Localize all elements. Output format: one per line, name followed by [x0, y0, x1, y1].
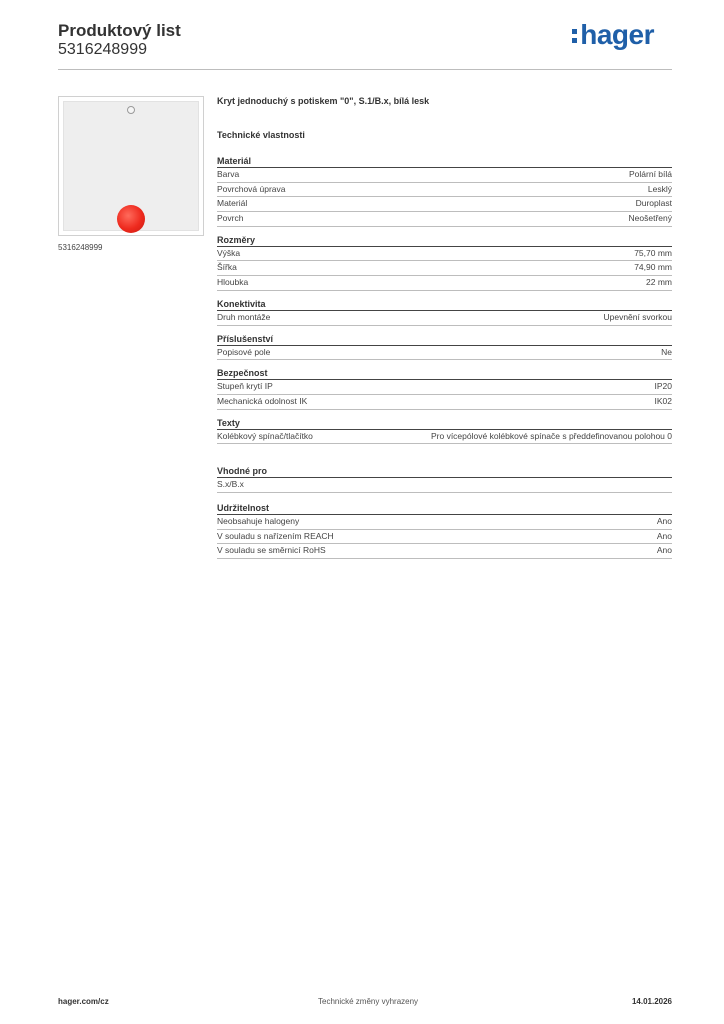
logo-text: hager: [580, 19, 654, 50]
property-value: IP20: [654, 381, 672, 392]
red-indicator-icon: [117, 205, 145, 233]
property-name: Výška: [217, 247, 241, 258]
logo-colon-icon: [572, 24, 578, 46]
property-name: Hloubka: [217, 277, 249, 288]
product-details: [217, 96, 672, 567]
property-value: 75,70 mm: [634, 247, 672, 258]
table-row: [217, 380, 672, 395]
table-row: [217, 276, 672, 291]
property-name: V souladu s nařízením REACH: [217, 530, 334, 541]
group-title: Konektivita: [217, 299, 672, 311]
table-row: [217, 346, 672, 361]
group-safety: [217, 368, 672, 409]
property-name: Šířka: [217, 262, 237, 273]
table-row: [217, 168, 672, 183]
property-value: Lesklý: [647, 183, 672, 194]
document-date: 14.01.2026: [631, 997, 672, 1006]
property-value: Ne: [661, 346, 672, 357]
property-name: Neobsahuje halogeny: [217, 515, 300, 526]
property-name: V souladu se směrnicí RoHS: [217, 545, 326, 556]
document-footer: [58, 997, 672, 1011]
property-value: 22 mm: [646, 277, 672, 288]
table-row: [217, 261, 672, 276]
hager-logo: [572, 20, 654, 50]
property-name: Stupeň krytí IP: [217, 381, 273, 392]
property-name: Popisové pole: [217, 346, 271, 357]
group-title: Rozměry: [217, 235, 672, 247]
table-row: [217, 530, 672, 545]
group-title: Udržitelnost: [217, 503, 672, 515]
cover-plate: [63, 101, 199, 231]
property-value: Neošetřený: [628, 213, 672, 224]
group-dimensions: [217, 235, 672, 291]
property-value: Ano: [656, 530, 672, 541]
screw-ring-icon: [127, 106, 135, 114]
document-header: [58, 20, 672, 70]
group-title: Příslušenství: [217, 334, 672, 346]
property-name: Barva: [217, 169, 240, 179]
property-value: Polární bílá: [629, 169, 672, 179]
property-name: Mechanická odolnost IK: [217, 395, 308, 406]
table-row: [217, 395, 672, 410]
group-texts: [217, 418, 672, 445]
product-image: [58, 96, 204, 236]
website-link[interactable]: hager.com/cz: [58, 997, 109, 1006]
property-name: S.x/B.x: [217, 479, 244, 490]
table-row: [217, 430, 672, 445]
table-row: [217, 544, 672, 559]
group-connectivity: [217, 299, 672, 326]
group-title: Bezpečnost: [217, 368, 672, 380]
table-row: [217, 183, 672, 198]
group-title: Materiál: [217, 156, 672, 168]
property-value: Ano: [656, 545, 672, 556]
table-row: [217, 515, 672, 530]
group-accessories: [217, 334, 672, 361]
technical-properties-title: Technické vlastnosti: [217, 130, 305, 140]
disclaimer-note: Technické změny vyhrazeny: [318, 997, 419, 1006]
table-row: [217, 478, 672, 493]
property-name: Druh montáže: [217, 311, 271, 322]
product-name: Kryt jednoduchý s potiskem "0", S.1/B.x, bílá lesk: [217, 96, 430, 106]
table-row: [217, 311, 672, 326]
group-suitable-for: [217, 466, 672, 493]
property-value: Duroplast: [635, 198, 672, 209]
table-row: [217, 212, 672, 227]
property-value: Upevnění svorkou: [603, 311, 672, 322]
property-value: 74,90 mm: [634, 262, 672, 273]
property-name: Kolébkový spínač/tlačítko: [217, 430, 313, 441]
image-caption: 5316248999: [58, 243, 103, 252]
group-title: Vhodné pro: [217, 466, 672, 478]
product-code: 5316248999: [58, 41, 147, 58]
property-value: IK02: [654, 395, 672, 406]
property-name: Materiál: [217, 198, 248, 209]
document-title: Produktový list: [58, 21, 181, 40]
property-name: Povrch: [217, 213, 244, 224]
property-name: Povrchová úprava: [217, 183, 286, 194]
property-value: Ano: [656, 515, 672, 526]
group-title: Texty: [217, 418, 672, 430]
table-row: [217, 247, 672, 262]
group-sustainability: [217, 503, 672, 559]
table-row: [217, 197, 672, 212]
property-value: Pro vícepólové kolébkové spínače s předdefinovanou polohou 0: [430, 430, 672, 441]
group-material: [217, 156, 672, 227]
